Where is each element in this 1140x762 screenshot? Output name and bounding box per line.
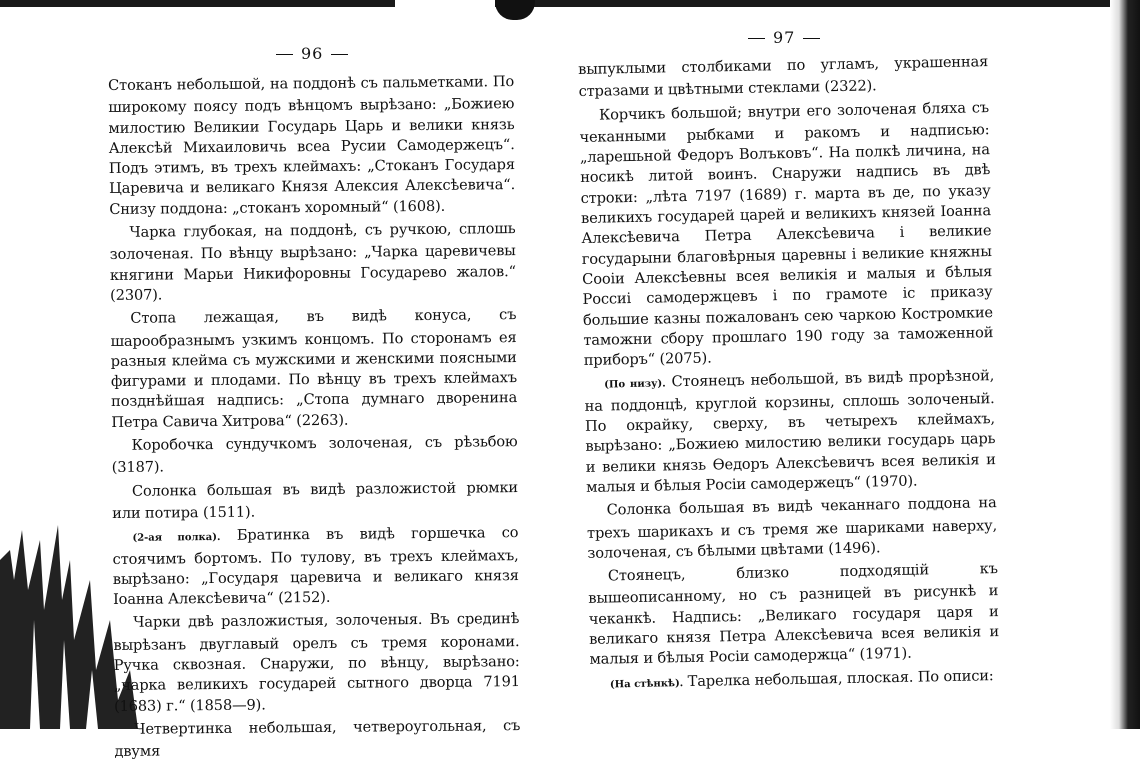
- paragraph-text: Тарелка небольшая, плоская. По описи:: [688, 667, 994, 690]
- right-page-body: [578, 52, 1000, 696]
- left-page-number-value: 96: [301, 44, 323, 63]
- paragraph-text: Стоянецъ, близко подходящій къ вышеописанному, но съ разницей въ рисункѣ и чеканкѣ. Надпись: „Великаго государя царя и великаго князя Петра Алексѣевича всея великія и малыя и бѣлыя Росіи самодержца“ (1971).: [588, 560, 999, 668]
- paragraph-text: Братинка въ видѣ горшечка со стоячимъ бортомъ. По тулову, въ трехъ клеймахъ, вырѣзано: „Государя царевича и великаго князя Іоанна Алексѣевича“ (2152).: [113, 524, 519, 608]
- paragraph-text: Четвертинка небольшая, четвероугольная, съ двумя: [114, 717, 520, 760]
- left-paragraph: [112, 478, 518, 524]
- right-paragraph: [584, 367, 996, 499]
- scan-top-gap: [395, 0, 495, 7]
- scan-right-edge-shadow: [1110, 0, 1140, 729]
- left-page-body: [108, 72, 521, 762]
- left-paragraph: [112, 523, 519, 610]
- right-page-number: [740, 28, 828, 47]
- right-paragraph: [588, 559, 1000, 670]
- right-paragraph: [586, 493, 997, 564]
- left-page-number-dash: [331, 54, 348, 56]
- left-paragraph: [109, 219, 516, 306]
- scan-top-blot: [495, 0, 535, 20]
- left-page-number: [268, 44, 356, 63]
- left-paragraph: [108, 72, 515, 220]
- paragraph-text: Солонка большая въ видѣ чеканнаго поддона на трехъ шарикахъ и съ тремя же шариками наверху, золоченая, съ бѣлыми цвѣтами (1496).: [587, 494, 997, 561]
- right-page-number-dash: [748, 38, 765, 40]
- right-page-number-dash: [803, 38, 820, 40]
- paragraph-text: Чарки двѣ разложистыя, золоченыя. Въ срединѣ вырѣзанъ двуглавый орелъ съ тремя коронами. Ручка сквозная. Снаружи, по вѣнцу, вырѣзано: „чарка великихъ государей сытного дворца 7191 (1683) г.“ (1858—9).: [113, 610, 520, 714]
- paragraph-text: выпуклыми столбиками по угламъ, украшенная стразами и цвѣтными стеклами (2322).: [578, 53, 988, 100]
- paragraph-text: Корчикъ большой; внутри его золоченая бляха съ чеканными рыбками и ракомъ и надписью: „ларешьной Федоръ Волъковъ“. На полкѣ личина, на носикѣ литой воинъ. Снаружи надпись въ двѣ строки: „лѣта 7197 (1689) г. марта въ де, по указу великихъ государей царей и великихъ князей Іоанна Алексѣевича Петра Алексѣевича і великие государыни благовѣрныя царевны і великие княжны Сооіи Алексѣевны всея великія и малыя и бѣлыя Россиі самодержцевъ і по грамоте іс приказу большие казны пожалованъ сею чаркою Костромкие таможни сбору прошлаго 190 году за таможенной приборъ“ (2075).: [579, 99, 993, 369]
- paragraph-text: Стоканъ небольшой, на поддонѣ съ пальметками. По широкому поясу подъ вѣнцомъ вырѣзано: „Божиею милостию Великии Государь Царь и велики князь Алексѣй Михаиловичь всеа Русии Самодержецъ“. Подъ этимъ, въ трехъ клеймахъ: „Стоканъ Государя Царевича и великаго Князя Алексия Алексѣевича“. Снизу поддона: „стоканъ хоромный“ (1608).: [108, 73, 515, 218]
- right-paragraph: [578, 52, 989, 102]
- paragraph-text: Чарка глубокая, на поддонѣ, съ ручкою, сплошь золоченая. По вѣнцу вырѣзано: „Чарка царевичевы княгини Марьи Никифоровны Государево жалов.“ (2307).: [110, 220, 516, 304]
- paragraph-text: Стопа лежащая, въ видѣ конуса, съ шарообразнымъ узкимъ концомъ. По сторонамъ ея разныя клейма съ мужскими и женскими поясными фигурами и плодами. По вѣнцу въ трехъ клеймахъ позднѣйшая надпись: „Стопа думнаго дворенина Петра Савича Хитрова“ (2263).: [110, 306, 517, 430]
- paragraph-note: (По низу).: [604, 379, 666, 391]
- right-paragraph: [579, 98, 994, 372]
- paragraph-note: (На стѣнкѣ).: [610, 678, 683, 690]
- paragraph-text: Стоянецъ небольшой, въ видѣ прорѣзной, на поддонцѣ, круглой корзины, сплошь золоченый. По окрайку, сверху, въ четырехъ клеймахъ, вырѣзано: „Божиею милостию велики государь царь и велики князь Ѳедоръ Алексѣевичъ всея великія и малыя и бѣлыя Росіи самодержецъ“ (1970).: [584, 368, 995, 496]
- left-page-number-dash: [276, 54, 293, 56]
- paragraph-text: Солонка большая въ видѣ разложистой рюмки или потира (1511).: [112, 479, 518, 522]
- left-paragraph: [113, 609, 520, 716]
- paragraph-text: Коробочка сундучкомъ золоченая, съ рѣзьбою (3187).: [112, 433, 518, 476]
- right-paragraph: [590, 666, 1000, 696]
- scan-top-shadow: [0, 0, 1140, 7]
- left-paragraph: [114, 716, 520, 762]
- left-paragraph: [110, 305, 517, 433]
- paragraph-note: (2-ая полка).: [132, 532, 220, 544]
- left-paragraph: [111, 432, 517, 478]
- right-page-number-value: 97: [773, 28, 795, 47]
